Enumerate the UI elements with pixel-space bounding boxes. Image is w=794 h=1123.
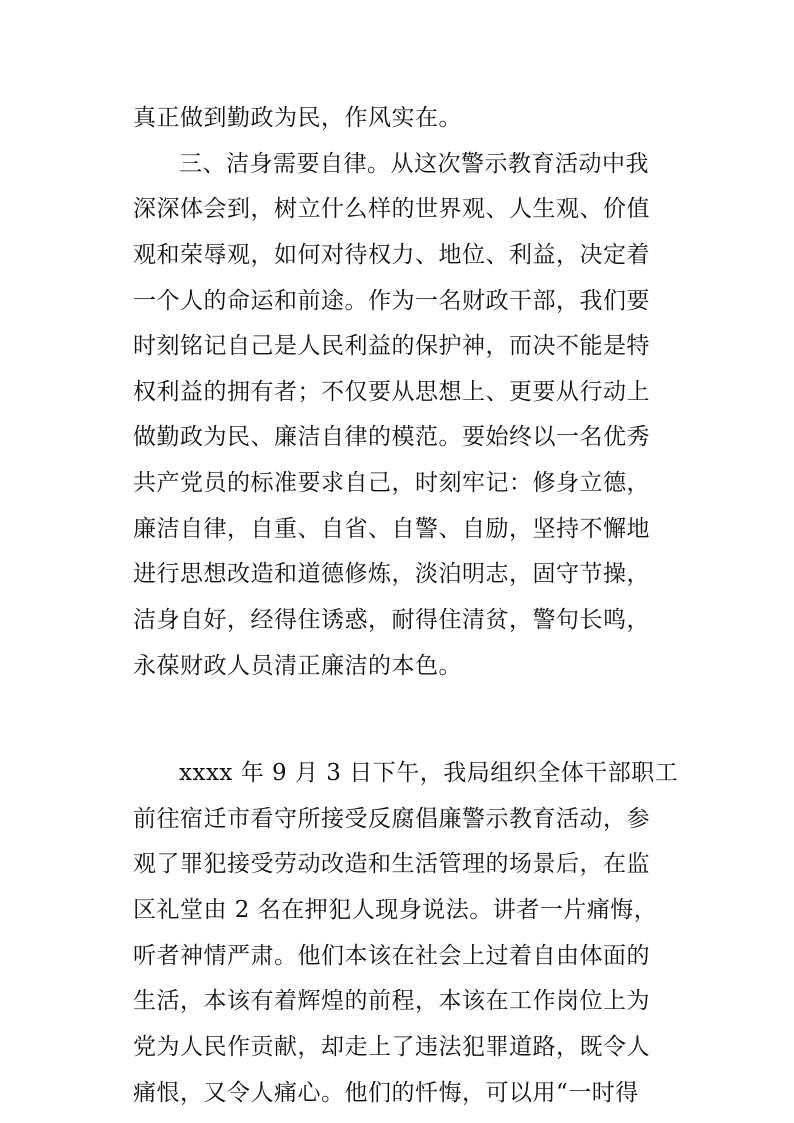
paragraph-line: 痛恨，又令人痛心。他们的忏悔，可以用“一时得 <box>133 1080 639 1106</box>
paragraph-first-line: xxxx 年 9 月 3 日下午，我局组织全体干部职工 <box>179 760 679 786</box>
paragraph-line: 一个人的命运和前途。作为一名财政干部，我们要 <box>133 288 650 314</box>
paragraph-line: 听者神情严肃。他们本该在社会上过着自由体面的 <box>133 943 650 969</box>
paragraph-line: 生活，本该有着辉煌的前程，本该在工作岗位上为 <box>133 988 650 1014</box>
paragraph-line: 前往宿迁市看守所接受反腐倡廉警示教育活动，参 <box>133 806 650 832</box>
paragraph-line: 永葆财政人员清正廉洁的本色。 <box>133 653 462 679</box>
paragraph-line: 深深体会到，树立什么样的世界观、人生观、价值 <box>133 196 650 222</box>
paragraph-line: 共产党员的标准要求自己，时刻牢记：修身立德， <box>133 470 650 496</box>
paragraph-line: 观和荣辱观，如何对待权力、地位、利益，决定着 <box>133 242 650 268</box>
paragraph-line: 区礼堂由 2 名在押犯人现身说法。讲者一片痛悔， <box>133 897 658 923</box>
paragraph-line: 进行思想改造和道德修炼，淡泊明志，固守节操， <box>133 561 650 587</box>
paragraph-line: 廉洁自律，自重、自省、自警、自励，坚持不懈地 <box>133 516 650 542</box>
paragraph-first-line: 三、洁身需要自律。从这次警示教育活动中我 <box>179 151 649 177</box>
paragraph-line: 洁身自好，经得住诱惑，耐得住清贫，警句长鸣， <box>133 607 650 633</box>
paragraph-line: 观了罪犯接受劳动改造和生活管理的场景后，在监 <box>133 851 650 877</box>
paragraph-line: 党为人民作贡献，却走上了违法犯罪道路，既令人 <box>133 1034 650 1060</box>
paragraph-line: 权利益的拥有者；不仅要从思想上、更要从行动上 <box>133 379 650 405</box>
paragraph-line: 时刻铭记自己是人民利益的保护神，而决不能是特 <box>133 333 650 359</box>
paragraph-line: 做勤政为民、廉洁自律的模范。要始终以一名优秀 <box>133 424 650 450</box>
paragraph-line: 真正做到勤政为民，作风实在。 <box>133 105 462 131</box>
